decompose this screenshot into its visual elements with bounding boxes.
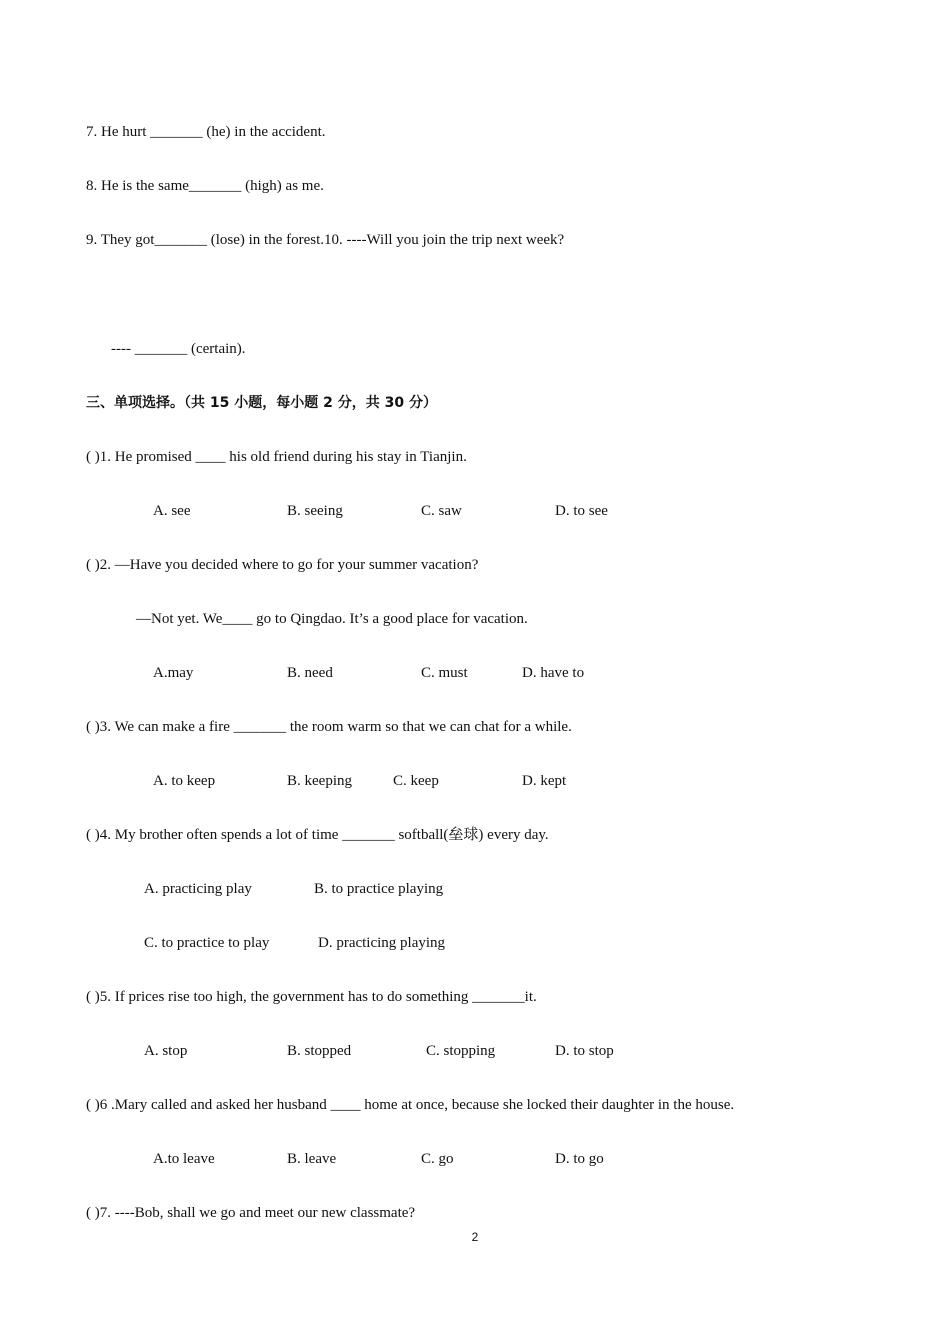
question-4-option-b: B. to practice playing — [314, 881, 444, 897]
question-5-option-b: B. stopped — [287, 1043, 352, 1059]
question-5-option-d: D. to stop — [555, 1043, 614, 1059]
question-2-option-b: B. need — [287, 665, 333, 681]
page-number: 2 — [471, 1230, 479, 1244]
question-3-option-a: A. to keep — [153, 773, 216, 789]
question-4-option-a: A. practicing play — [144, 881, 252, 897]
question-5-option-c: C. stopping — [426, 1043, 496, 1059]
question-4-option-c: C. to practice to play — [144, 935, 270, 951]
fill-in-9-10: 9. They got_______ (lose) in the forest.10. ----Will you join the trip next week? — [86, 232, 565, 248]
question-6-option-a: A.to leave — [153, 1151, 215, 1167]
question-1-option-b: B. seeing — [287, 503, 343, 519]
question-6-stem: ( )6 .Mary called and asked her husband ____ home at once, because she locked their daughter in the house. — [86, 1097, 735, 1113]
question-1-option-a: A. see — [153, 503, 191, 519]
question-3-option-d: D. kept — [522, 773, 567, 789]
question-5-stem: ( )5. If prices rise too high, the government has to do something _______it. — [86, 989, 537, 1005]
question-2-line2: —Not yet. We____ go to Qingdao. It’s a good place for vacation. — [136, 611, 528, 627]
question-2-option-c: C. must — [421, 665, 468, 681]
question-2-option-d: D. have to — [522, 665, 585, 681]
question-2-stem: ( )2. —Have you decided where to go for your summer vacation? — [86, 557, 479, 573]
question-6-option-d: D. to go — [555, 1151, 604, 1167]
question-6-option-b: B. leave — [287, 1151, 337, 1167]
fill-in-7: 7. He hurt _______ (he) in the accident. — [86, 124, 326, 140]
question-3-option-b: B. keeping — [287, 773, 352, 789]
question-1-option-d: D. to see — [555, 503, 608, 519]
question-7-stem: ( )7. ----Bob, shall we go and meet our new classmate? — [86, 1205, 416, 1221]
question-1-stem: ( )1. He promised ____ his old friend during his stay in Tianjin. — [86, 449, 467, 465]
fill-in-10-answer: ---- _______ (certain). — [111, 341, 246, 357]
question-1-option-c: C. saw — [421, 503, 462, 519]
question-4-stem: ( )4. My brother often spends a lot of time _______ softball(垒球) every day. — [86, 827, 549, 843]
question-6-option-c: C. go — [421, 1151, 454, 1167]
fill-in-8: 8. He is the same_______ (high) as me. — [86, 178, 324, 194]
question-3-stem: ( )3. We can make a fire _______ the room warm so that we can chat for a while. — [86, 719, 572, 735]
question-2-option-a: A.may — [153, 665, 194, 681]
question-4-option-d: D. practicing playing — [318, 935, 446, 951]
question-5-option-a: A. stop — [144, 1043, 188, 1059]
question-3-option-c: C. keep — [393, 773, 439, 789]
section-heading: 三、单项选择。（共 15 小题，每小题 2 分，共 30 分） — [86, 395, 437, 411]
